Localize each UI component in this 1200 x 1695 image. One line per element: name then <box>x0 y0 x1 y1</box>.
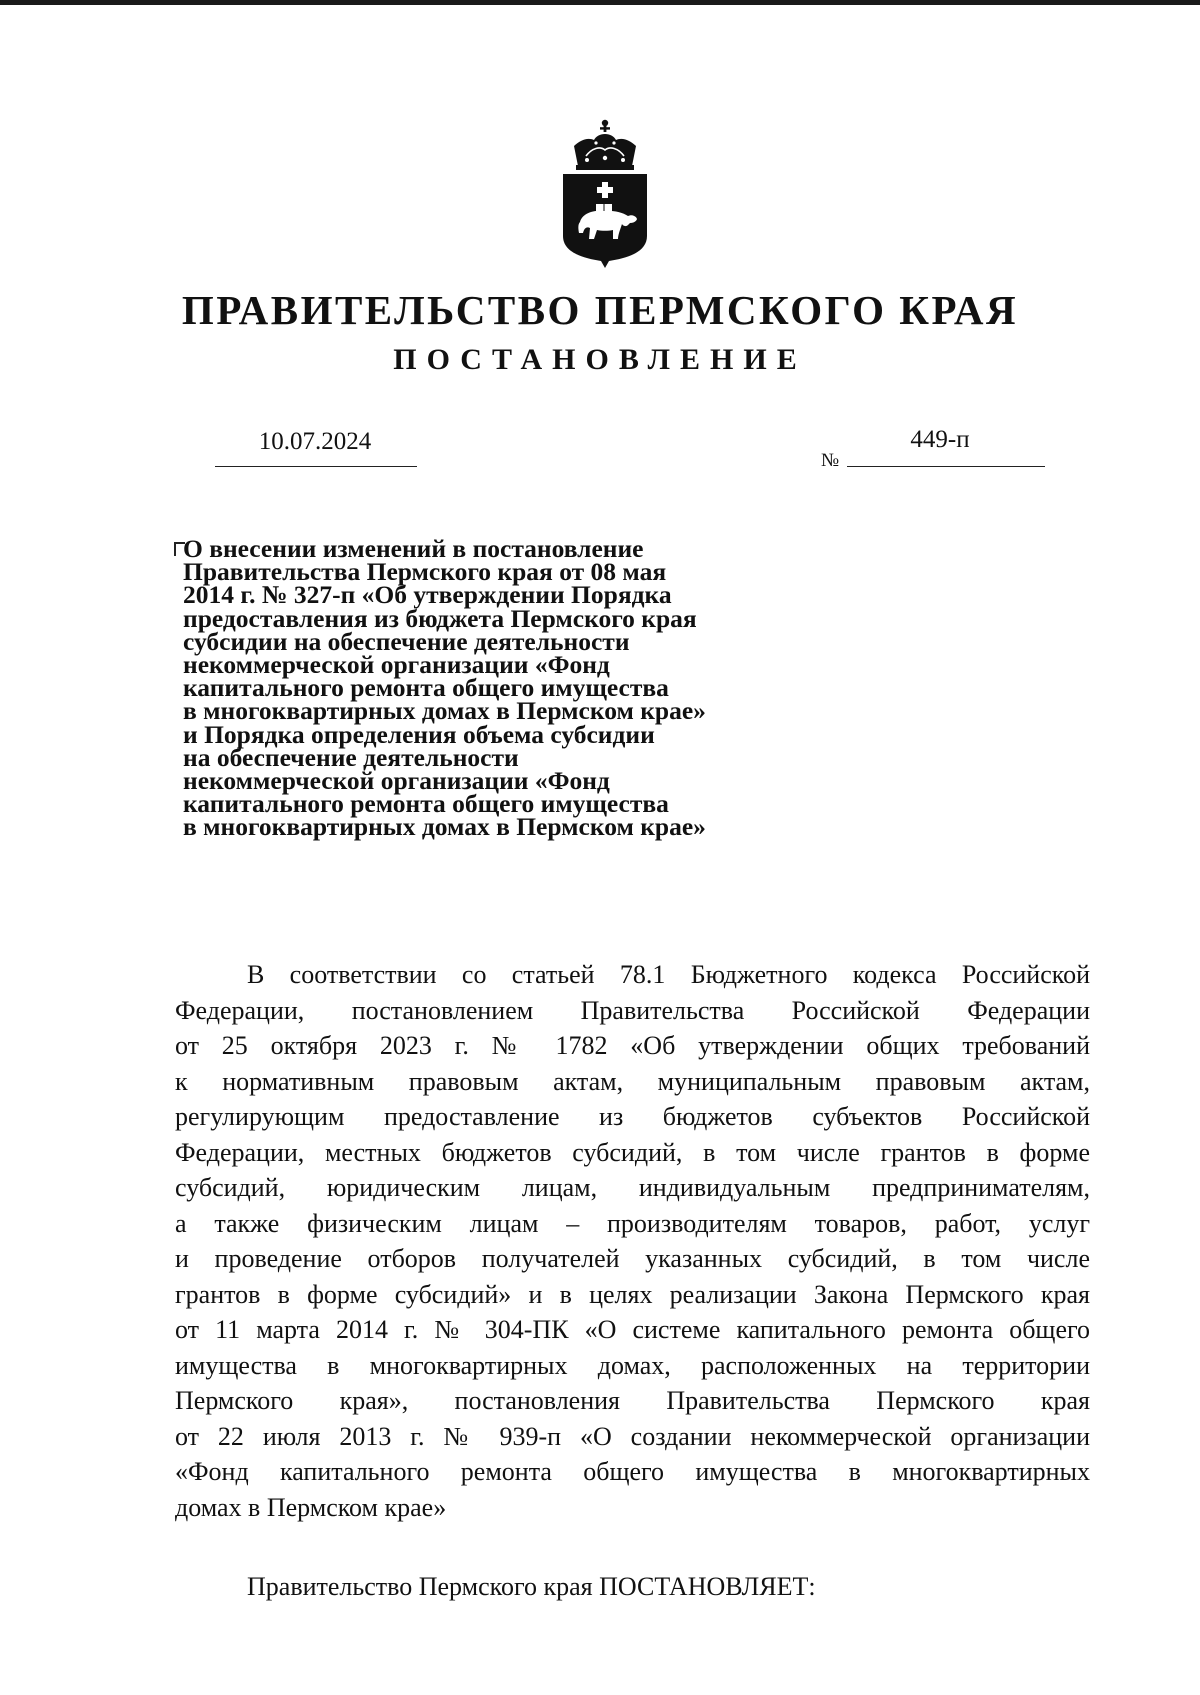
perm-krai-coat-of-arms-icon <box>556 118 654 268</box>
document-number: 449-п <box>910 426 970 453</box>
subject-line: 2014 г. № 327-п «Об утверждении Порядка <box>183 580 672 610</box>
scan-edge <box>0 0 1200 5</box>
resolution-statement: Правительство Пермского края ПОСТАНОВЛЯЕТ: <box>247 1572 816 1601</box>
body-line: к нормативным правовым актам, муниципальным правовым актам, <box>175 1066 1090 1096</box>
subject-line: О внесении изменений в постановление <box>183 534 644 563</box>
document-date: 10.07.2024 <box>258 428 372 455</box>
body-line: а также физическим лицам – производителям товаров, работ, услуг <box>175 1208 1090 1238</box>
subject-line: некоммерческой организации «Фонд <box>183 650 610 680</box>
number-underline <box>847 466 1045 467</box>
body-line: от 22 июля 2013 г. № 939-п «О создании некоммерческой организации <box>175 1421 1090 1451</box>
subject-line: Правительства Пермского края от 08 мая <box>183 557 667 587</box>
subject-line: на обеспечение деятельности <box>183 742 519 772</box>
body-line: от 11 марта 2014 г. № 304-ПК «О системе капитального ремонта общего <box>175 1315 1090 1344</box>
body-line: имущества в многоквартирных домах, расположенных на территории <box>175 1350 1090 1380</box>
subject-line: капитального ремонта общего имущества <box>183 673 669 703</box>
subject-line: и Порядка определения объема субсидии <box>183 719 655 749</box>
body-line: Федерации, местных бюджетов субсидий, в том числе грантов в форме <box>175 1137 1090 1167</box>
subject-line: предоставления из бюджета Пермского края <box>183 603 697 633</box>
body-line: «Фонд капитального ремонта общего имущества в многоквартирных <box>175 1457 1090 1486</box>
body-line: Пермского края», постановления Правительства Пермского края <box>175 1386 1090 1415</box>
date-underline <box>215 466 417 467</box>
document-type: ПОСТАНОВЛЕНИЕ <box>393 343 807 376</box>
number-sign: № <box>821 450 840 471</box>
body-line: грантов в форме субсидий» и в целях реализации Закона Пермского края <box>175 1279 1090 1309</box>
subject-line: некоммерческой организации «Фонд <box>183 766 610 796</box>
body-line: от 25 октября 2023 г. № 1782 «Об утверждении общих требований <box>175 1031 1090 1060</box>
organization-title: ПРАВИТЕЛЬСТВО ПЕРМСКОГО КРАЯ <box>181 287 1019 333</box>
subject-line: субсидии на обеспечение деятельности <box>183 626 630 656</box>
body-line: домах в Пермском крае» <box>175 1492 447 1522</box>
body-line: субсидий, юридическим лицам, индивидуальным предпринимателям, <box>175 1173 1090 1202</box>
body-line: В соответствии со статьей 78.1 Бюджетного кодекса Российской <box>247 960 1090 989</box>
body-line: регулирующим предоставление из бюджетов субъектов Российской <box>175 1102 1090 1131</box>
document-subject <box>183 534 803 842</box>
subject-line: капитального ремонта общего имущества <box>183 789 669 819</box>
subject-line: в многоквартирных домах в Пермском крае» <box>183 812 706 842</box>
body-line: Федерации, постановлением Правительства Российской Федерации <box>175 995 1090 1025</box>
body-line: и проведение отборов получателей указанных субсидий, в том числе <box>175 1244 1090 1273</box>
body-paragraph <box>175 957 1090 1525</box>
subject-line: в многоквартирных домах в Пермском крае» <box>183 696 706 726</box>
